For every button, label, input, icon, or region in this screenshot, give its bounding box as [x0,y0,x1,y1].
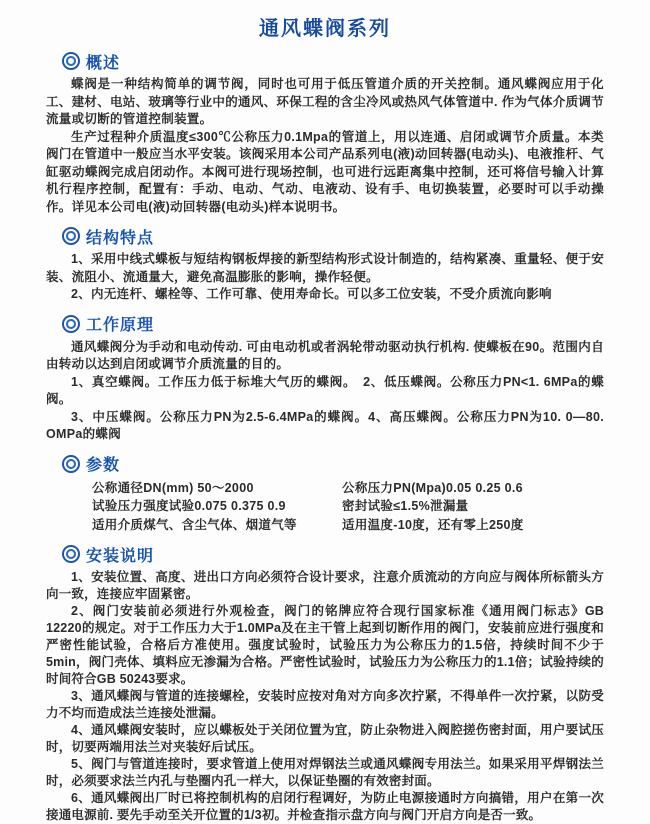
principle-item: 3、中压蝶阀。公称压力PN为2.5-6.4MPa的蝶阀。4、高压蝶阀。公称压力PN为10. 0—80. OMPa的蝶阀 [46,409,604,441]
parameters-table [46,479,604,535]
section-parameters-heading [62,453,604,475]
document-page [0,12,650,822]
principle-item: 1、真空蝶阀。工作压力低于标堆大气历的蝶阀。 2、低压蝶阀。公称压力PN<1. 6MPa的蝶阀。 [46,374,604,406]
section-overview-heading [62,50,604,72]
installation-step: 5、阀门与管道连接时，要求管道上使用对焊钢法兰或通风蝶阀专用法兰。如果采用平焊钢法兰时，必须要求法兰内孔与垫圈内孔一样大，以保证垫圈的有效密封面。 [46,757,604,788]
installation-step: 6、通风蝶阀出厂时已将控制机构的启闭行程调好，为防止电源接通时方向搞错，用户在第一次接通电源前. 要先手动至关开位置的1/3初。并检查指示盘方向与阀门开启方向是否一致。 [46,791,604,822]
overview-paragraph: 蝶阀是一种结构简单的调节阀，同时也可用于低压管道介质的开关控制。通风蝶阀应用于化工、建材、电站、玻璃等行业中的通风、环保工程的含尘冷风或热风气体管道中. 作为气体介质调节流量或切断的管道控制装置。 [46,77,604,126]
section-heading-label: 工作原理 [86,317,155,334]
parameter-row: 公称通径DN(mm) 50～2000 [92,480,254,495]
section-heading-label: 参数 [86,457,121,474]
installation-step: 3、通风蝶阀与管道的连接螺栓，安装时应按对角对方向多次拧紧，不得单件一次拧紧，以防受力不均而造成法兰连接处泄漏。 [46,689,604,720]
section-installation-heading [62,543,604,565]
principle-paragraph: 通风蝶阀分为手动和电动传动. 可由电动机或者涡轮带动驱动执行机构. 使蝶板在90。范围内自由转动以达到启闭或调节介质流量的目的。 [46,339,604,371]
section-parameters [46,453,604,535]
section-principle-heading [62,313,604,335]
structure-item: 1、采用中线式蝶板与短结构钢板焊接的新型结构形式设计制造的，结构紧凑、重量轻、便于安装、流阻小、流通量大，避免高温膨胀的影响，操作轻便。 [46,252,604,284]
installation-step: 2、阀门安装前必须进行外观检查，阀门的铭牌应符合现行国家标准《通用阀门标志》GB 12220的规定。对于工作压力大于1.0MPa及在主干管上起到切断作用的阀门，安装前应进行强度和严密性能试验，合格后方准使用。强度试验时，试验压力为公称压力的1.5倍，持续时间不少于5min，阀门壳体、填料应无渗漏为合格。严密性试验时，试验压力为公称压力的1.1倍；试验持续的时间符合GB 50243要求。 [46,604,604,686]
parameter-row: 适用温度-10度，还有零上250度 [342,517,524,532]
parameter-row: 公称压力PN(Mpa)0.05 0.25 0.6 [342,480,523,495]
page-title: 通风蝶阀系列 [259,18,391,40]
installation-step: 4、通风蝶阀安装时，应以蝶板处于关闭位置为宜，防止杂物进入阀腔搓伤密封面，用户要试压时，切要两端用法兰对夹装好后试压。 [46,723,604,754]
parameter-row: 密封试验≤1.5%泄漏量 [342,499,469,513]
parameter-row: 试验压力强度试验0.075 0.375 0.9 [92,499,286,513]
section-heading-label: 概述 [86,54,121,72]
double-circle-bullet-icon [66,319,76,329]
parameters-right-column [322,479,604,535]
structure-item: 2、内无连杆、螺栓等、工作可靠、使用寿命长。可以多工位安装，不受介质流向影响 [71,287,552,301]
section-structure-features [46,225,604,304]
double-circle-bullet-icon [66,459,76,469]
double-circle-bullet-icon [66,56,76,66]
section-heading-label: 结构特点 [86,229,155,247]
double-circle-bullet-icon [66,549,76,559]
section-installation [46,543,604,824]
section-overview [46,50,604,216]
installation-step: 1、安装位置、高度、进出口方向必须符合设计要求，注意介质流动的方向应与阀体所标箭头方向一致，连接应牢固紧密。 [46,570,604,601]
overview-paragraph: 生产过程种介质温度≤300℃公称压力0.1Mpa的管道上，用以连通、启闭或调节介质量。本类阀门在管道中一般应当水平安装。该阀采用本公司产品系列电(液)动回转器(电动头)、电液推杆、气缸驱动蝶阀完成启闭动作。本阀可进行现场控制，也可进行远距离集中控制，还可将信号输入计算机行程序控制，配置有：手动、电动、气动、电液动、设有手、电切换装置，必要时可以手动操作。详见本公司电(液)动回转器(电动头)样本说明书。 [46,129,604,214]
section-heading-label: 安装说明 [86,547,155,565]
parameter-row: 适用介质煤气、含尘气体、烟道气等 [92,517,297,532]
section-working-principle [46,313,604,444]
double-circle-bullet-icon [66,231,76,241]
parameters-left-column [72,479,322,535]
section-structure-heading [62,225,604,247]
